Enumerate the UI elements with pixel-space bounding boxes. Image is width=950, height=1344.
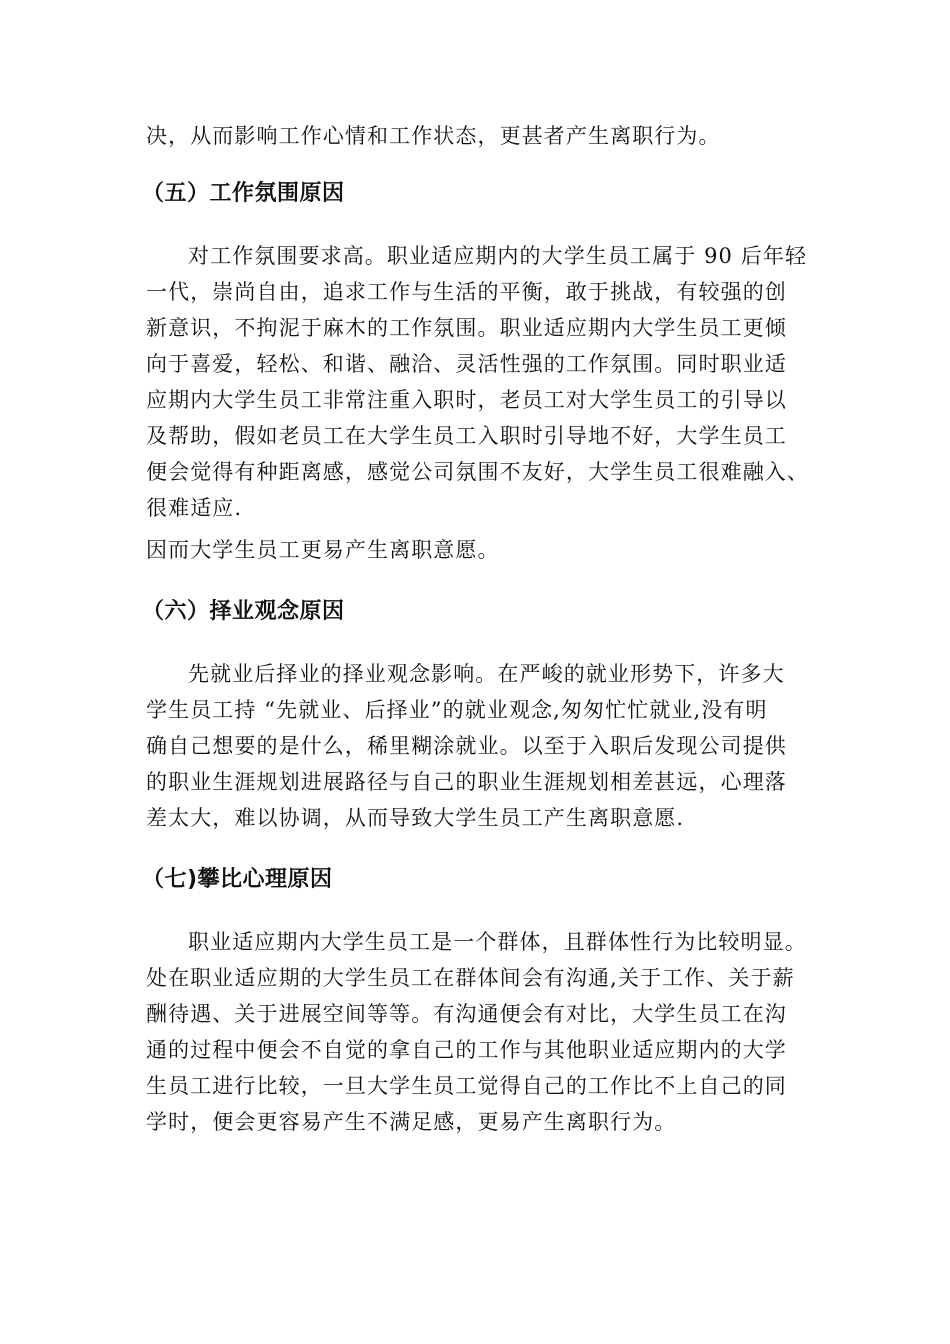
paragraph-line: 的职业生涯规划进展路径与自己的职业生涯规划相差甚远，心理落 xyxy=(146,770,787,794)
paragraph-line: 对工作氛围要求高。职业适应期内的大学生员工属于 90 后年轻 xyxy=(188,244,808,268)
intro-line: 决，从而影响工作心情和工作状态，更甚者产生离职行为。 xyxy=(146,124,721,148)
paragraph-line: 向于喜爱，轻松、和谐、融洽、灵活性强的工作氛围。同时职业适 xyxy=(146,352,787,376)
section-heading-5: （五）工作氛围原因 xyxy=(142,181,345,206)
paragraph-line: 便会觉得有种距离感，感觉公司氛围不友好，大学生员工很难融入、 xyxy=(146,460,809,484)
paragraph-line: 很难适应. xyxy=(146,496,243,520)
paragraph-line: 通的过程中便会不自觉的拿自己的工作与其他职业适应期内的大学 xyxy=(146,1038,787,1062)
paragraph-line: 生员工进行比较，一旦大学生员工觉得自己的工作比不上自己的同 xyxy=(146,1074,787,1098)
paragraph-line: 及帮助，假如老员工在大学生员工入职时引导地不好，大学生员工 xyxy=(146,424,787,448)
paragraph-line: 新意识，不拘泥于麻木的工作氛围。职业适应期内大学生员工更倾 xyxy=(146,316,787,340)
section-heading-6: （六）择业观念原因 xyxy=(142,599,345,624)
paragraph-line: 处在职业适应期的大学生员工在群体间会有沟通,关于工作、关于薪 xyxy=(146,966,795,990)
paragraph-line: 学生员工持 “先就业、后择业”的就业观念,匆匆忙忙就业,没有明 xyxy=(146,698,768,722)
paragraph-line: 学时，便会更容易产生不满足感，更易产生离职行为。 xyxy=(146,1110,677,1134)
paragraph-line: 职业适应期内大学生员工是一个群体，且群体性行为比较明显。 xyxy=(188,930,807,954)
paragraph-line: 酬待遇、关于进展空间等等。有沟通便会有对比，大学生员工在沟 xyxy=(146,1002,787,1026)
paragraph-line: 先就业后择业的择业观念影响。在严峻的就业形势下，许多大 xyxy=(188,662,785,686)
paragraph-line: 确自己想要的是什么，稀里糊涂就业。以至于入职后发现公司提供 xyxy=(146,734,787,758)
paragraph-line: 应期内大学生员工非常注重入职时，老员工对大学生员工的引导以 xyxy=(146,388,787,412)
paragraph-line: 差太大，难以协调，从而导致大学生员工产生离职意愿. xyxy=(146,806,685,830)
paragraph-line: 因而大学生员工更易产生离职意愿。 xyxy=(146,538,500,562)
paragraph-line: 一代，崇尚自由，追求工作与生活的平衡，敢于挑战，有较强的创 xyxy=(146,280,787,304)
section-heading-7: （七)攀比心理原因 xyxy=(142,867,333,892)
